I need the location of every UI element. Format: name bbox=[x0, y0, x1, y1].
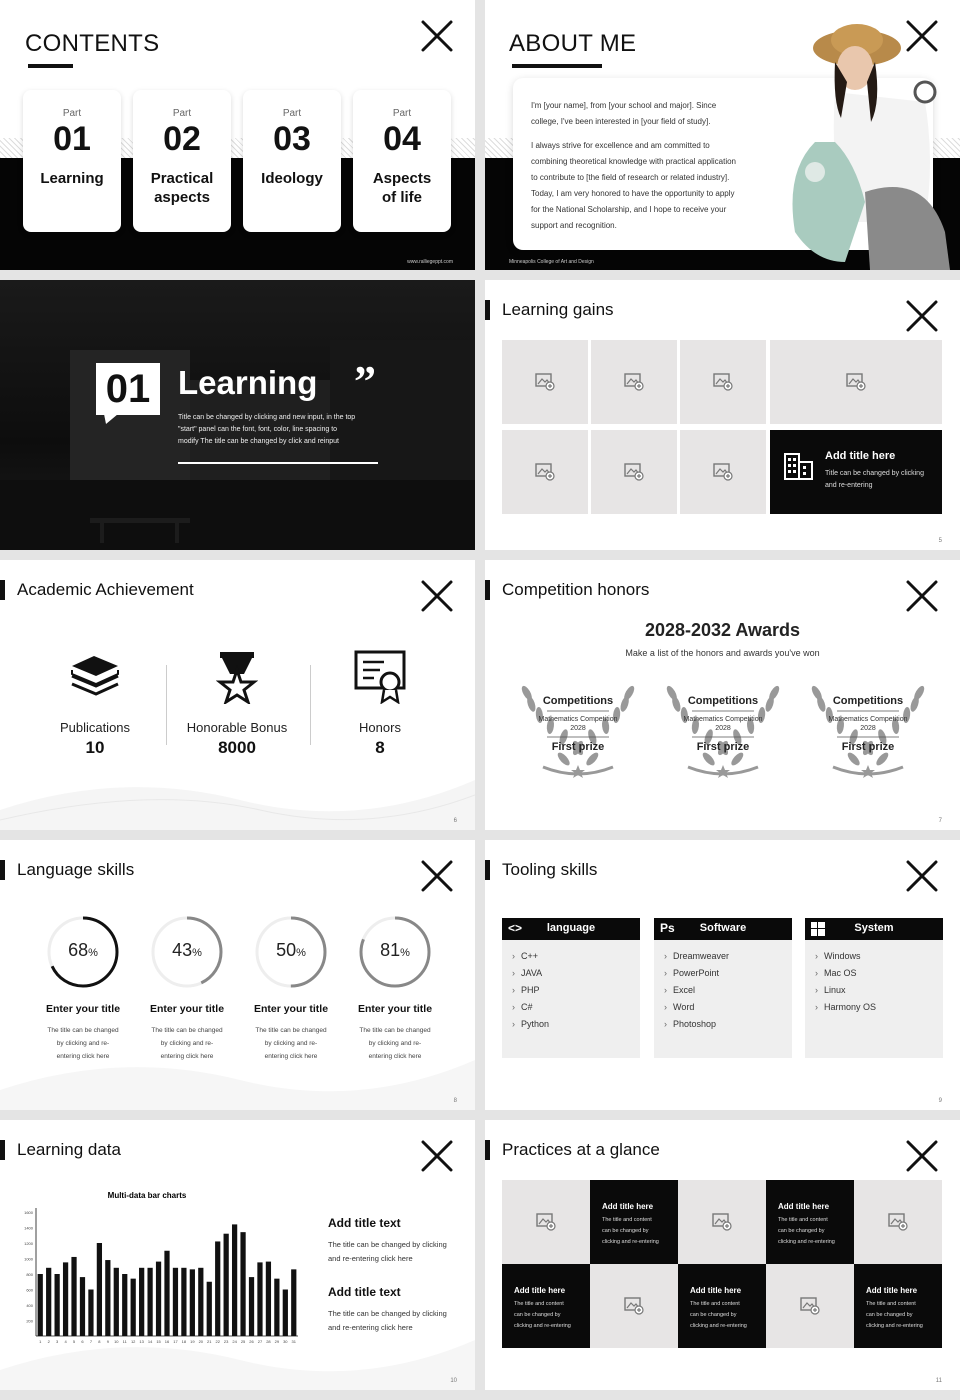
image-placeholder-icon bbox=[712, 1213, 732, 1231]
tool-header-system bbox=[805, 918, 943, 940]
skill-percent: 68% bbox=[68, 940, 98, 960]
bar bbox=[114, 1268, 119, 1336]
part-title: Learning bbox=[40, 170, 104, 187]
tool-list bbox=[654, 940, 792, 1058]
x-tick-label: 27 bbox=[257, 1339, 263, 1344]
bar bbox=[156, 1262, 161, 1336]
page-number: 7 bbox=[938, 818, 942, 824]
image-placeholder-icon bbox=[536, 1213, 556, 1231]
section-description: Title can be changed by clicking and new input, in the top "start" panel can the font, font, color, line spacing to modify The title can be changed by click and reinput bbox=[178, 414, 356, 445]
y-tick-label: 800 bbox=[26, 1272, 33, 1277]
x-tick-label: 17 bbox=[173, 1339, 178, 1344]
bar bbox=[190, 1269, 195, 1336]
slide-header: Language skills bbox=[17, 860, 135, 879]
part-card-03[interactable] bbox=[243, 90, 341, 232]
tool-item: › Python bbox=[512, 1016, 630, 1033]
block-title: Add title here bbox=[866, 1286, 918, 1295]
skill-item bbox=[335, 912, 455, 1072]
x-tick-label: 25 bbox=[240, 1339, 246, 1344]
x-tick-label: 11 bbox=[122, 1339, 127, 1344]
practice-text-block bbox=[766, 1180, 854, 1264]
image-placeholder-icon bbox=[888, 1213, 908, 1231]
award-competition: Mathematics Competition bbox=[538, 716, 618, 723]
bar bbox=[97, 1243, 102, 1336]
quote-mark: ” bbox=[354, 357, 376, 406]
x-tick-label: 29 bbox=[274, 1339, 280, 1344]
skill-desc: The title can be changed by clicking and re- entering click here bbox=[359, 1027, 431, 1060]
page-number: 6 bbox=[453, 818, 457, 824]
x-tick-label: 4 bbox=[64, 1339, 67, 1344]
slide-tooling-skills bbox=[485, 840, 960, 1110]
divider bbox=[310, 665, 311, 745]
part-title: Practical aspects bbox=[150, 170, 214, 206]
award-competition: Mathematics Competition bbox=[828, 716, 908, 723]
slide-learning-gains bbox=[485, 280, 960, 550]
page-number: 5 bbox=[938, 538, 942, 544]
bar bbox=[105, 1260, 110, 1336]
tool-item: › Photoshop bbox=[664, 1016, 782, 1033]
practice-text-block bbox=[678, 1264, 766, 1348]
award-prize: First prize bbox=[696, 741, 750, 753]
practice-text-block bbox=[590, 1180, 678, 1264]
stat-label: Honors bbox=[359, 720, 401, 735]
x-tick-label: 14 bbox=[147, 1339, 153, 1344]
x-tick-label: 12 bbox=[130, 1339, 136, 1344]
x-tick-label: 19 bbox=[190, 1339, 195, 1344]
slide-academic-achievement bbox=[0, 560, 475, 830]
bar bbox=[63, 1262, 68, 1336]
stat-label: Publications bbox=[59, 720, 131, 735]
award-year: 2028 bbox=[860, 725, 876, 732]
bar bbox=[147, 1268, 152, 1336]
award-year: 2028 bbox=[570, 725, 586, 732]
bar bbox=[122, 1274, 127, 1336]
bar bbox=[257, 1262, 262, 1336]
close-icon[interactable] bbox=[419, 858, 455, 894]
skill-percent: 43% bbox=[172, 940, 202, 960]
part-title: Aspects of life bbox=[372, 170, 432, 206]
x-tick-label: 15 bbox=[156, 1339, 161, 1344]
stat-value: 8 bbox=[375, 738, 385, 757]
skill-percent: 50% bbox=[276, 940, 306, 960]
image-placeholder-icon bbox=[535, 373, 555, 391]
tool-item: › Word bbox=[664, 999, 782, 1016]
x-tick-label: 28 bbox=[266, 1339, 271, 1344]
slide-learning-data bbox=[0, 1120, 475, 1390]
bar bbox=[224, 1234, 229, 1336]
x-tick-label: 23 bbox=[223, 1339, 229, 1344]
image-placeholder-icon bbox=[846, 373, 866, 391]
title-underline bbox=[28, 64, 73, 68]
bar bbox=[249, 1277, 254, 1336]
block-title: Add title here bbox=[514, 1286, 566, 1295]
x-tick-label: 10 bbox=[114, 1339, 119, 1344]
bar bbox=[283, 1290, 288, 1337]
text-desc-2: The title can be changed by clicking and re-entering click here bbox=[328, 1309, 447, 1332]
tool-item: › Dreamweaver bbox=[664, 948, 782, 965]
tool-list bbox=[805, 940, 943, 1058]
x-tick-label: 30 bbox=[283, 1339, 288, 1344]
x-tick-label: 26 bbox=[249, 1339, 254, 1344]
part-number: 03 bbox=[273, 120, 311, 158]
x-tick-label: 5 bbox=[72, 1339, 76, 1344]
footer-url: www.ralliegeppt.com bbox=[407, 259, 453, 265]
block-text: The title and content can be changed by clicking and re-entering bbox=[866, 1301, 923, 1329]
skill-percent: 81% bbox=[380, 940, 410, 960]
x-tick-label: 31 bbox=[291, 1339, 296, 1344]
close-icon[interactable] bbox=[419, 1138, 455, 1174]
part-number: 04 bbox=[383, 120, 421, 158]
page-number: 9 bbox=[938, 1098, 942, 1104]
footer-school: Minneapolis College of Art and Design bbox=[509, 259, 594, 265]
image-placeholder[interactable] bbox=[591, 340, 677, 424]
title-underline bbox=[512, 64, 602, 68]
block-text: The title and content can be changed by clicking and re-entering bbox=[602, 1217, 659, 1245]
image-placeholder-icon bbox=[800, 1297, 820, 1315]
practice-text-block bbox=[502, 1264, 590, 1348]
bar bbox=[274, 1279, 279, 1336]
tool-item: › C# bbox=[512, 999, 630, 1016]
y-tick-label: 1600 bbox=[24, 1210, 33, 1215]
awards-title: 2028-2032 Awards bbox=[644, 620, 801, 640]
tool-item: › Harmony OS bbox=[815, 999, 933, 1016]
award-badge bbox=[658, 685, 788, 780]
y-tick-label: 200 bbox=[26, 1318, 33, 1324]
bar-chart bbox=[14, 1182, 304, 1354]
page-number: 10 bbox=[450, 1378, 457, 1384]
block-title: Add title here bbox=[602, 1202, 654, 1211]
block-text: The title and content can be changed by clicking and re-entering bbox=[514, 1301, 571, 1329]
y-tick-label: 400 bbox=[26, 1303, 33, 1308]
x-tick-label: 1 bbox=[39, 1339, 42, 1344]
part-number: 02 bbox=[163, 120, 201, 158]
bar bbox=[131, 1279, 136, 1336]
tool-item: › Mac OS bbox=[815, 965, 933, 982]
close-icon[interactable] bbox=[419, 578, 455, 614]
skill-desc: The title can be changed by clicking and re- entering click here bbox=[255, 1027, 327, 1060]
practice-text-block bbox=[854, 1264, 942, 1348]
page-number: 11 bbox=[935, 1378, 942, 1384]
x-tick-label: 6 bbox=[81, 1339, 84, 1344]
part-label: Part bbox=[392, 108, 412, 119]
image-placeholder-icon bbox=[624, 1297, 644, 1315]
block-title: Add title here bbox=[825, 450, 896, 462]
bar bbox=[291, 1269, 296, 1336]
x-tick-label: 24 bbox=[232, 1339, 237, 1344]
y-tick-label: 600 bbox=[26, 1287, 33, 1293]
slide-competition-honors bbox=[485, 560, 960, 830]
tool-item: › PowerPoint bbox=[664, 965, 782, 982]
skill-item bbox=[231, 912, 351, 1072]
wave-decoration bbox=[0, 750, 475, 830]
stat-label: Honorable Bonus bbox=[186, 720, 288, 735]
close-icon[interactable] bbox=[904, 1138, 940, 1174]
image-placeholder[interactable] bbox=[502, 340, 588, 424]
award-title: Competitions bbox=[832, 695, 904, 707]
award-prize: First prize bbox=[841, 741, 895, 753]
image-placeholder[interactable] bbox=[502, 430, 588, 514]
close-icon[interactable] bbox=[904, 858, 940, 894]
skill-title: Enter your title bbox=[357, 1003, 433, 1015]
bar bbox=[232, 1224, 237, 1336]
image-placeholder[interactable] bbox=[770, 340, 942, 424]
bar bbox=[164, 1251, 169, 1336]
award-title: Competitions bbox=[687, 695, 759, 707]
bar bbox=[181, 1268, 186, 1336]
close-icon[interactable] bbox=[904, 18, 940, 54]
tool-item: › Excel bbox=[664, 982, 782, 999]
bar bbox=[55, 1274, 60, 1336]
slide-language-skills bbox=[0, 840, 475, 1110]
x-tick-label: 18 bbox=[181, 1339, 187, 1344]
x-tick-label: 20 bbox=[198, 1339, 204, 1344]
photoshop-icon: Ps bbox=[660, 921, 675, 935]
slide-header: Academic Achievement bbox=[17, 580, 194, 599]
image-placeholder[interactable] bbox=[680, 430, 766, 514]
close-icon[interactable] bbox=[904, 298, 940, 334]
section-title: Learning bbox=[178, 364, 318, 401]
text-title-1: Add title text bbox=[328, 1216, 401, 1230]
bar bbox=[38, 1274, 43, 1336]
block-text: Title can be changed by clicking and re-entering bbox=[825, 470, 924, 489]
block-text: The title and content can be changed by clicking and re-entering bbox=[778, 1217, 835, 1245]
slide-header: Learning gains bbox=[502, 300, 614, 319]
bar bbox=[46, 1268, 51, 1336]
part-label: Part bbox=[62, 108, 82, 119]
bar bbox=[207, 1282, 212, 1336]
skill-title: Enter your title bbox=[149, 1003, 225, 1015]
about-text: I'm [your name], from [your school and major]. Since college, I've been interested in [your field of study]. I always strive for excellence and am committed to combining theoretical knowledge with practical application to contribute to [the field of research or related industry]. Today, I am very honored to have the opportunity to apply for the National Scholarship, and I hope to receive your support and recognition. bbox=[531, 101, 737, 230]
bar bbox=[80, 1277, 85, 1336]
y-tick-label: 1000 bbox=[24, 1256, 33, 1262]
part-title: Ideology bbox=[261, 170, 323, 187]
about-title: ABOUT ME bbox=[509, 30, 637, 57]
tool-header-language bbox=[502, 918, 640, 940]
bar bbox=[139, 1268, 144, 1336]
slide-header: Practices at a glance bbox=[502, 1140, 660, 1159]
part-label: Part bbox=[172, 108, 192, 119]
chart-title: Multi-data bar charts bbox=[107, 1191, 187, 1200]
tool-header-software bbox=[654, 918, 792, 940]
slide-section-learning bbox=[0, 280, 475, 550]
tool-item: › Windows bbox=[815, 948, 933, 965]
close-icon[interactable] bbox=[904, 578, 940, 614]
block-title: Add title here bbox=[690, 1286, 742, 1295]
image-placeholder-icon bbox=[713, 373, 733, 391]
bar bbox=[215, 1241, 220, 1336]
skill-item bbox=[23, 912, 143, 1072]
image-placeholder-icon bbox=[624, 463, 644, 481]
x-tick-label: 9 bbox=[106, 1339, 109, 1344]
part-card-02[interactable] bbox=[133, 90, 231, 232]
tool-item: › C++ bbox=[512, 948, 630, 965]
x-tick-label: 22 bbox=[215, 1339, 220, 1344]
bar bbox=[88, 1290, 93, 1337]
section-number: 01 bbox=[105, 367, 151, 411]
medal-icon bbox=[216, 650, 258, 704]
section-number-box bbox=[96, 363, 160, 415]
bar bbox=[198, 1268, 203, 1336]
title-block bbox=[770, 430, 942, 514]
bar bbox=[173, 1268, 178, 1336]
part-card-01[interactable] bbox=[23, 90, 121, 232]
slide-header: Competition honors bbox=[502, 580, 650, 599]
x-tick-label: 21 bbox=[207, 1339, 212, 1344]
tool-item: › Linux bbox=[815, 982, 933, 999]
image-placeholder[interactable] bbox=[502, 1180, 590, 1264]
image-placeholder-icon bbox=[713, 463, 733, 481]
slide-contents bbox=[0, 0, 475, 270]
tool-title: System bbox=[854, 922, 894, 934]
part-label: Part bbox=[282, 108, 302, 119]
award-year: 2028 bbox=[715, 725, 731, 732]
bar bbox=[240, 1232, 245, 1336]
image-placeholder[interactable] bbox=[590, 1264, 678, 1348]
award-prize: First prize bbox=[551, 741, 605, 753]
section-divider bbox=[178, 462, 378, 464]
books-icon bbox=[68, 652, 122, 700]
slide-practices bbox=[485, 1120, 960, 1390]
image-placeholder[interactable] bbox=[766, 1264, 854, 1348]
image-placeholder-icon bbox=[535, 463, 555, 481]
slide-about-me bbox=[485, 0, 960, 270]
award-title: Competitions bbox=[542, 695, 614, 707]
image-placeholder[interactable] bbox=[680, 340, 766, 424]
speech-tail bbox=[104, 414, 120, 426]
image-placeholder[interactable] bbox=[591, 430, 677, 514]
slide-header: Tooling skills bbox=[502, 860, 598, 879]
part-card-04[interactable] bbox=[353, 90, 451, 232]
bar bbox=[266, 1262, 271, 1336]
block-text: The title and content can be changed by clicking and re-entering bbox=[690, 1301, 747, 1329]
award-competition: Mathematics Competition bbox=[683, 716, 763, 723]
x-tick-label: 13 bbox=[139, 1339, 144, 1344]
page-number: 8 bbox=[453, 1098, 457, 1104]
contents-title: CONTENTS bbox=[25, 30, 160, 57]
tool-title: language bbox=[546, 922, 596, 934]
slide-header: Learning data bbox=[17, 1140, 121, 1159]
text-desc-1: The title can be changed by clicking and re-entering click here bbox=[328, 1240, 447, 1263]
x-tick-label: 8 bbox=[98, 1339, 101, 1344]
code-icon: <> bbox=[508, 921, 523, 935]
tool-item: › PHP bbox=[512, 982, 630, 999]
text-title-2: Add title text bbox=[328, 1285, 401, 1299]
bar bbox=[71, 1257, 76, 1336]
y-tick-label: 1400 bbox=[24, 1225, 33, 1231]
skill-title: Enter your title bbox=[45, 1003, 121, 1015]
skill-title: Enter your title bbox=[253, 1003, 329, 1015]
person-photo bbox=[775, 22, 960, 270]
skill-item bbox=[127, 912, 247, 1072]
tool-list bbox=[502, 940, 640, 1058]
certificate-icon bbox=[354, 650, 406, 704]
divider bbox=[166, 665, 167, 745]
skill-desc: The title can be changed by clicking and re- entering click here bbox=[151, 1027, 223, 1060]
image-placeholder[interactable] bbox=[678, 1180, 766, 1264]
block-title: Add title here bbox=[778, 1202, 830, 1211]
awards-subtitle: Make a list of the honors and awards you've won bbox=[625, 648, 820, 658]
y-tick-label: 1200 bbox=[24, 1241, 33, 1246]
x-tick-label: 3 bbox=[56, 1339, 59, 1344]
stat-value: 10 bbox=[85, 738, 105, 757]
tool-item: › JAVA bbox=[512, 965, 630, 982]
part-number: 01 bbox=[53, 120, 91, 158]
image-placeholder-icon bbox=[624, 373, 644, 391]
stat-value: 8000 bbox=[218, 738, 256, 757]
x-tick-label: 16 bbox=[164, 1339, 170, 1344]
x-tick-label: 7 bbox=[89, 1339, 93, 1344]
building-icon bbox=[784, 452, 814, 480]
close-icon[interactable] bbox=[419, 18, 455, 54]
skill-desc: The title can be changed by clicking and re- entering click here bbox=[47, 1027, 119, 1060]
award-badge bbox=[513, 685, 643, 780]
image-placeholder[interactable] bbox=[854, 1180, 942, 1264]
x-tick-label: 2 bbox=[47, 1339, 50, 1344]
tool-title: Software bbox=[699, 922, 747, 934]
award-badge bbox=[803, 685, 933, 780]
